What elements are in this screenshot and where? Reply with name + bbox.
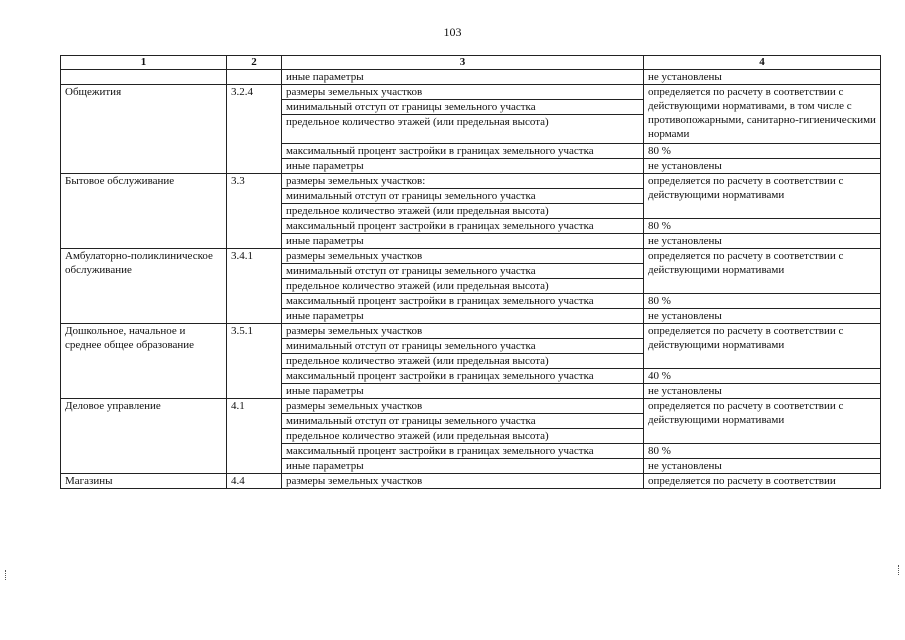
column-header-4: 4 — [644, 56, 881, 70]
cell-value: определяется по расчету в соответствии — [644, 474, 881, 489]
cell-parameter: предельное количество этажей (или предельная высота) — [282, 429, 644, 444]
page-number: 103 — [443, 25, 462, 39]
cell-parameter: максимальный процент застройки в границах земельного участка — [282, 144, 644, 159]
table-row — [61, 70, 881, 85]
cell-value: не установлены — [644, 159, 881, 174]
cell-parameter: предельное количество этажей (или предельная высота) — [282, 354, 644, 369]
cell-parameter: размеры земельных участков — [282, 399, 644, 414]
table-row — [61, 249, 881, 264]
cell-parameter: размеры земельных участков — [282, 474, 644, 489]
table-row — [61, 324, 881, 339]
table-row — [61, 474, 881, 489]
scan-margin-mark-left — [5, 570, 8, 580]
cell-value: определяется по расчету в соответствии с действующими нормативами — [644, 399, 881, 444]
column-header-3: 3 — [282, 56, 644, 70]
land-use-parameters-table — [60, 55, 881, 489]
cell-value: определяется по расчету в соответствии с действующими нормативами — [644, 249, 881, 294]
cell-parameter: максимальный процент застройки в границах земельного участка — [282, 219, 644, 234]
cell-value: не установлены — [644, 70, 881, 85]
table-body — [61, 70, 881, 489]
cell-code: 3.2.4 — [227, 85, 282, 174]
cell-parameter: иные параметры — [282, 70, 644, 85]
cell-parameter: предельное количество этажей (или предельная высота) — [282, 279, 644, 294]
cell-parameter: предельное количество этажей (или предельная высота) — [282, 115, 644, 144]
cell-value: 80 % — [644, 144, 881, 159]
cell-code: 3.4.1 — [227, 249, 282, 324]
table-row — [61, 85, 881, 100]
cell-parameter: иные параметры — [282, 459, 644, 474]
cell-parameter: иные параметры — [282, 234, 644, 249]
table-row — [61, 399, 881, 414]
cell-use-type-empty — [61, 70, 227, 85]
cell-value: определяется по расчету в соответствии с действующими нормативами — [644, 324, 881, 369]
scan-margin-mark-right — [898, 565, 901, 575]
cell-parameter: иные параметры — [282, 384, 644, 399]
cell-value: 40 % — [644, 369, 881, 384]
cell-use-type: Общежития — [61, 85, 227, 174]
cell-value: не установлены — [644, 309, 881, 324]
cell-parameter: минимальный отступ от границы земельного участка — [282, 100, 644, 115]
cell-code: 4.4 — [227, 474, 282, 489]
cell-use-type: Дошкольное, начальное и среднее общее образование — [61, 324, 227, 399]
cell-use-type: Магазины — [61, 474, 227, 489]
column-header-2: 2 — [227, 56, 282, 70]
cell-value: 80 % — [644, 444, 881, 459]
cell-parameter: размеры земельных участков — [282, 324, 644, 339]
cell-parameter: минимальный отступ от границы земельного участка — [282, 264, 644, 279]
cell-value: определяется по расчету в соответствии с действующими нормативами — [644, 174, 881, 219]
cell-code-empty — [227, 70, 282, 85]
cell-value: не установлены — [644, 459, 881, 474]
cell-use-type: Амбулаторно-поликлиническое обслуживание — [61, 249, 227, 324]
cell-parameter: минимальный отступ от границы земельного участка — [282, 414, 644, 429]
cell-parameter: максимальный процент застройки в границах земельного участка — [282, 444, 644, 459]
cell-parameter: размеры земельных участков — [282, 249, 644, 264]
cell-parameter: размеры земельных участков — [282, 85, 644, 100]
cell-value: не установлены — [644, 234, 881, 249]
cell-code: 4.1 — [227, 399, 282, 474]
cell-parameter: предельное количество этажей (или предельная высота) — [282, 204, 644, 219]
cell-value: 80 % — [644, 294, 881, 309]
cell-code: 3.5.1 — [227, 324, 282, 399]
cell-parameter: иные параметры — [282, 159, 644, 174]
cell-use-type: Бытовое обслуживание — [61, 174, 227, 249]
cell-use-type: Деловое управление — [61, 399, 227, 474]
table-row — [61, 174, 881, 189]
cell-value: определяется по расчету в соответствии с действующими нормативами, в том числе с противопожарными, санитарно-гигиеническими нормами — [644, 85, 881, 144]
cell-value: 80 % — [644, 219, 881, 234]
cell-parameter: иные параметры — [282, 309, 644, 324]
cell-code: 3.3 — [227, 174, 282, 249]
cell-parameter: максимальный процент застройки в границах земельного участка — [282, 294, 644, 309]
cell-parameter: минимальный отступ от границы земельного участка — [282, 339, 644, 354]
table-header-row — [61, 56, 881, 70]
column-header-1: 1 — [61, 56, 227, 70]
cell-parameter: минимальный отступ от границы земельного участка — [282, 189, 644, 204]
cell-parameter: максимальный процент застройки в границах земельного участка — [282, 369, 644, 384]
cell-parameter: размеры земельных участков: — [282, 174, 644, 189]
cell-value: не установлены — [644, 384, 881, 399]
